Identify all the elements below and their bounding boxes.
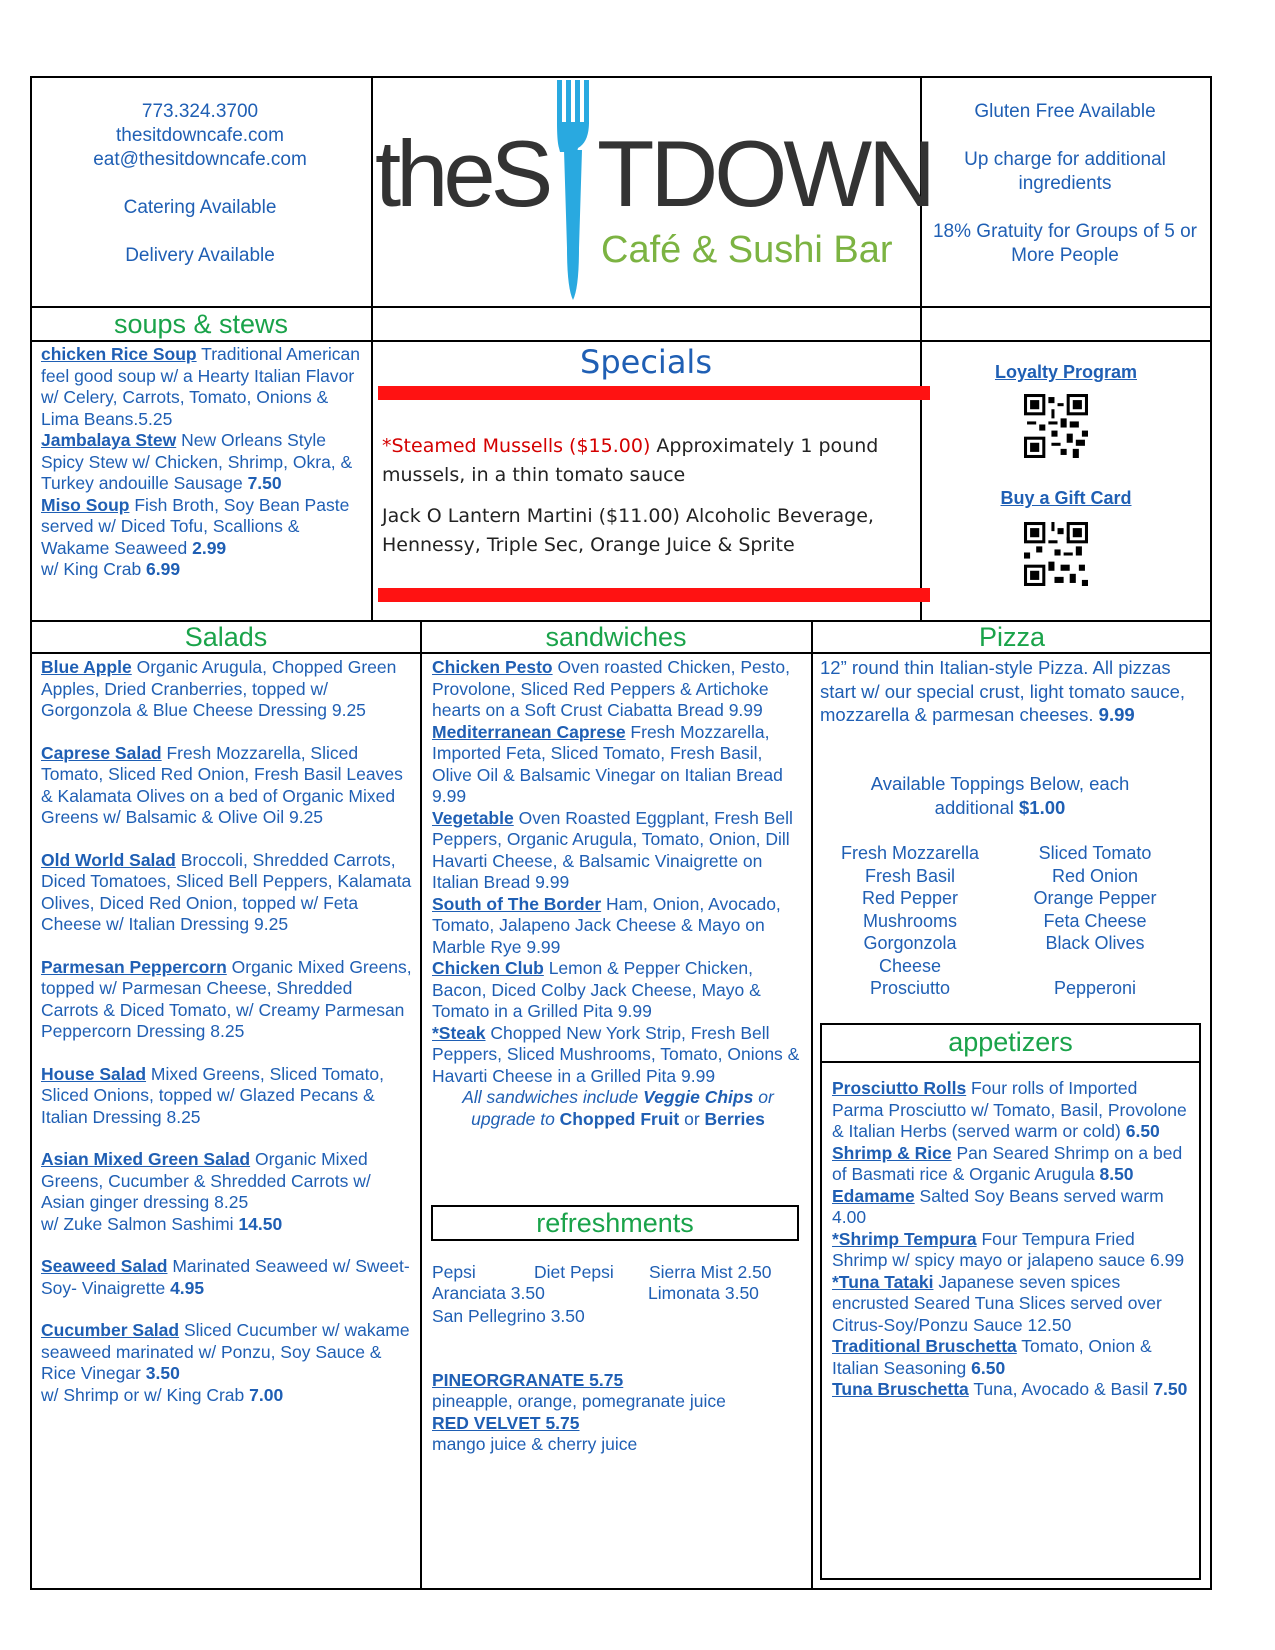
drink-item: Limonata 3.50 [648, 1283, 759, 1303]
specials-title: Specials [580, 343, 712, 381]
phone: 773.324.3700 [141, 101, 259, 122]
email[interactable]: eat@thesitdowncafe.com [93, 149, 307, 170]
logo-text-left: theS [375, 121, 549, 226]
list-item: Blue Apple Organic Arugula, Chopped Green Apples, Dried Cranberries, topped w/ Gorgonzola & Blue Cheese Dressing 9.25 [41, 657, 397, 720]
gratuity-note: 18% Gratuity for Groups of 5 or More People [932, 221, 1197, 266]
topping-item: Gorgonzola Cheese [863, 933, 957, 976]
sandwiches-title: sandwiches [545, 622, 687, 652]
item-name[interactable]: Jambalaya Stew [41, 430, 177, 450]
gift-card-link[interactable]: Buy a Gift Card [1000, 488, 1132, 508]
list-item: Parmesan Peppercorn Organic Mixed Greens, topped w/ Parmesan Cheese, Shredded Carrots & Diced Tomato, w/ Creamy Parmesan Peppercorn Dressing 8.25 [41, 956, 412, 1041]
list-item: Miso Soup Fish Broth, Soy Bean Paste served w/ Diced Tofu, Scallions & Wakame Seaweed 2.99 [41, 494, 350, 558]
item-name[interactable]: *Steak [432, 1022, 486, 1043]
policy-notes [930, 100, 1200, 268]
item-name[interactable]: *Shrimp Tempura [832, 1228, 977, 1249]
specials-bottom-bar [378, 588, 930, 602]
list-item: w/ King Crab 6.99 [41, 559, 181, 579]
item-name[interactable]: Mediterranean Caprese [432, 721, 626, 742]
item-name[interactable]: Cucumber Salad [41, 1320, 180, 1340]
list-item: Prosciutto Rolls Four rolls of Imported Parma Prosciutto w/ Tomato, Basil, Provolone & Italian Herbs (served warm or cold) 6.50 [832, 1078, 1187, 1141]
list-item: *Steak Chopped New York Strip, Fresh Bell Peppers, Sliced Mushrooms, Tomato, Onions & Havarti Cheese in a Grilled Pita 9.99 [432, 1022, 800, 1086]
item-name[interactable]: Seaweed Salad [41, 1256, 168, 1276]
item-name[interactable]: Shrimp & Rice [832, 1142, 952, 1163]
list-item: chicken Rice Soup Traditional American feel good soup w/ a Hearty Italian Flavor w/ Celery, Carrots, Tomato, Onions & Lima Beans.5.25 [41, 344, 361, 429]
list-item: Edamame Salted Soy Beans served warm 4.00 [832, 1185, 1164, 1227]
list-item: South of The Border Ham, Onion, Avocado, Tomato, Jalapeno Jack Cheese & Mayo on Marble Rye 9.99 [432, 893, 781, 957]
appetizers-list [832, 1078, 1192, 1401]
drink-item: Sierra Mist 2.50 [649, 1262, 772, 1282]
list-item: Chicken Club Lemon & Pepper Chicken, Bacon, Diced Colby Jack Cheese, Mayo & Tomato in a Grilled Pita 9.99 [432, 958, 761, 1021]
list-item: Chicken Pesto Oven roasted Chicken, Pesto, Provolone, Sliced Red Peppers & Artichoke hearts on a Soft Crust Ciabatta Bread 9.99 [432, 657, 790, 720]
list-item: Mediterranean Caprese Fresh Mozzarella, Imported Feta, Sliced Tomato, Fresh Basil, Olive Oil & Balsamic Vinegar on Italian Bread 9.99 [432, 721, 783, 806]
drink-item: San Pellegrino 3.50 [432, 1306, 585, 1326]
list-item: Vegetable Oven Roasted Eggplant, Fresh Bell Peppers, Organic Arugula, Tomato, Onion, Dill Havarti Cheese, & Balsamic Vinaigrette on Italian Bread 9.99 [432, 807, 793, 892]
website[interactable]: thesitdowncafe.com [116, 125, 284, 146]
topping-item: Sliced Tomato [1038, 843, 1152, 863]
salads-title: Salads [184, 622, 268, 652]
specials-top-bar [378, 386, 930, 400]
item-name[interactable]: *Tuna Tataki [832, 1271, 934, 1292]
list-item: House Salad Mixed Greens, Sliced Tomato, Sliced Onions, topped w/ Glazed Pecans & Italian Dressing 8.25 [41, 1063, 385, 1127]
special-item: *Steamed Mussells ($15.00) Approximately 1 pound mussels, in a thin tomato sauce [382, 435, 879, 486]
divider [811, 620, 813, 1590]
item-name[interactable]: Edamame [832, 1185, 915, 1206]
list-item: *Shrimp Tempura Four Tempura Fried Shrimp w/ spicy mayo or jalapeno sauce 6.99 [832, 1228, 1185, 1270]
soups-list [41, 344, 363, 581]
item-name[interactable]: Asian Mixed Green Salad [41, 1149, 251, 1169]
salads-list [41, 657, 413, 1406]
item-name[interactable]: Chicken Club [432, 958, 544, 978]
list-item: Traditional Bruschetta Tomato, Onion & Italian Seasoning 6.50 [832, 1336, 1152, 1378]
topping-item: Red Onion [1051, 865, 1139, 886]
item-name[interactable]: South of The Border [432, 893, 602, 914]
soups-title: soups & stews [113, 309, 289, 339]
topping-item: Fresh Basil [864, 865, 956, 886]
topping-item: Orange Pepper [1033, 888, 1157, 908]
drink-item: Pepsi [432, 1262, 476, 1282]
refreshments-title-box [431, 1205, 799, 1241]
pizza-description: 12” round thin Italian-style Pizza. All pizzas start w/ our special crust, light tomato sauce, mozzarella & parmesan cheeses. 9.99 [820, 657, 1186, 725]
logo-text-right: TDOWN [597, 121, 933, 226]
item-name[interactable]: chicken Rice Soup [41, 344, 197, 364]
drink-item: Aranciata 3.50 [432, 1283, 545, 1303]
refreshments-title: refreshments [536, 1208, 694, 1238]
delivery-note: Delivery Available [125, 245, 275, 266]
gift-card-qr-code-icon[interactable] [1024, 522, 1088, 586]
logo [373, 78, 933, 304]
appetizers-title: appetizers [948, 1027, 1073, 1057]
catering-note: Catering Available [123, 197, 277, 218]
item-name[interactable]: Blue Apple [41, 657, 132, 677]
list-item: Asian Mixed Green Salad Organic Mixed Greens, Cucumber & Shredded Carrots w/ Asian ginger dressing 8.25 [41, 1149, 371, 1212]
item-name[interactable]: Parmesan Peppercorn [41, 956, 227, 977]
list-item: Cucumber Salad Sliced Cucumber w/ wakame seaweed marinated w/ Ponzu, Soy Sauce & Rice Vinegar 3.50 [41, 1320, 410, 1383]
list-item-extra: w/ Shrimp or w/ King Crab 7.00 [41, 1384, 284, 1405]
topping-item: Red Pepper [861, 888, 959, 908]
special-item-name: *Steamed Mussells ($15.00) [382, 435, 651, 457]
item-name[interactable]: RED VELVET 5.75 [432, 1412, 580, 1433]
list-item: Shrimp & Rice Pan Seared Shrimp on a bed of Basmati rice & Organic Arugula 8.50 [832, 1142, 1183, 1184]
toppings-left [830, 842, 990, 1000]
item-name[interactable]: House Salad [41, 1063, 147, 1084]
contact-info [40, 100, 360, 268]
toppings-right [1010, 842, 1180, 1000]
item-name[interactable]: Miso Soup [41, 494, 130, 515]
topping-item: Black Olives [1045, 933, 1145, 953]
list-item: Caprese Salad Fresh Mozzarella, Sliced Tomato, Sliced Red Onion, Fresh Basil Leaves & Kalamata Olives on a bed of Organic Mixed Greens w/ Balsamic & Olive Oil 9.25 [41, 742, 403, 827]
topping-item: Pepperoni [1053, 978, 1137, 998]
specials-list [382, 432, 912, 560]
toppings-note: Available Toppings Below, each additional $1.00 [870, 773, 1130, 818]
loyalty-qr-code-icon[interactable] [1024, 394, 1088, 458]
divider [820, 1061, 1201, 1063]
loyalty-program-link[interactable]: Loyalty Program [994, 362, 1138, 382]
topping-item: Fresh Mozzarella [840, 843, 980, 863]
drink-item: Diet Pepsi [534, 1262, 614, 1282]
gluten-free-note: Gluten Free Available [974, 101, 1156, 122]
divider [30, 652, 1212, 654]
item-name[interactable]: Vegetable [432, 807, 514, 828]
list-item: Seaweed Salad Marinated Seaweed w/ Sweet-Soy- Vinaigrette 4.95 [41, 1256, 410, 1298]
item-name[interactable]: Caprese Salad [41, 742, 162, 763]
item-name[interactable]: PINEORGRANATE 5.75 [432, 1369, 624, 1390]
item-name[interactable]: Traditional Bruschetta [832, 1336, 1017, 1356]
divider [420, 620, 422, 1590]
list-item: Tuna Bruschetta Tuna, Avocado & Basil 7.50 [832, 1379, 1188, 1399]
divider [30, 306, 1212, 308]
item-name[interactable]: Chicken Pesto [432, 657, 553, 677]
topping-item: Prosciutto [869, 978, 951, 998]
item-name[interactable]: Prosciutto Rolls [832, 1078, 967, 1098]
item-name[interactable]: Tuna Bruschetta [832, 1379, 969, 1399]
topping-item: Mushrooms [862, 910, 958, 931]
special-item: Jack O Lantern Martini ($11.00) Alcoholic Beverage, Hennessy, Triple Sec, Orange Juice & Sprite [382, 505, 874, 556]
sandwiches-list [432, 657, 804, 1130]
pizza-title: Pizza [978, 622, 1046, 652]
list-item-extra: w/ Zuke Salmon Sashimi 14.50 [41, 1213, 283, 1234]
upcharge-note: Up charge for additional ingredients [964, 149, 1166, 194]
list-item: Jambalaya Stew New Orleans Style Spicy Stew w/ Chicken, Shrimp, Okra, & Turkey andouille Sausage 7.50 [41, 430, 353, 493]
refreshments-list: Pepsi Diet Pepsi Sierra Mist 2.50 Aranciata 3.50 Limonata 3.50 San Pellegrino 3.50 PINEORGRANATE 5.75 pineapple, orange, pomegranate juice RED VELVET 5.75 mango juice & cherry juice [432, 1262, 804, 1456]
item-name[interactable]: Old World Salad [41, 849, 176, 870]
list-item: Old World Salad Broccoli, Shredded Carrots, Diced Tomatoes, Sliced Bell Peppers, Kalamata Olives, Diced Red Onion, topped w/ Feta Cheese w/ Italian Dressing 9.25 [41, 849, 412, 934]
logo-subtitle: Café & Sushi Bar [601, 229, 893, 271]
sandwich-note: All sandwiches include Veggie Chips or upgrade to Chopped Fruit or Berries [462, 1087, 774, 1129]
topping-item: Feta Cheese [1043, 910, 1147, 931]
drinks-grid [432, 1262, 804, 1306]
list-item: *Tuna Tataki Japanese seven spices encrusted Seared Tuna Slices served over Citrus-Soy/Ponzu Sauce 12.50 [832, 1271, 1162, 1335]
